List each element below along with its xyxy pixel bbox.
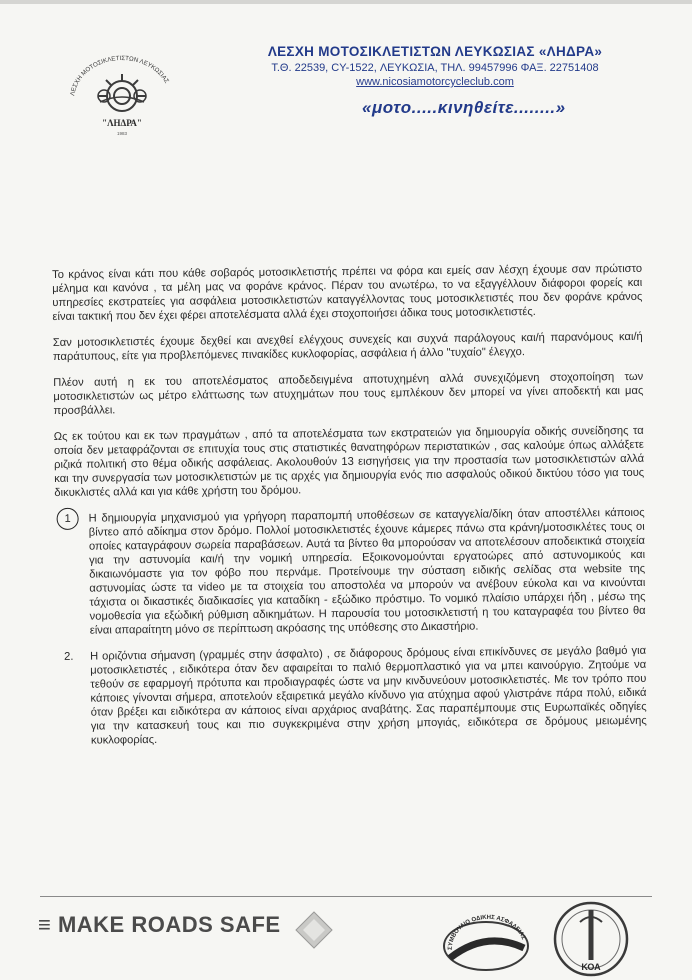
diamond-emblem-icon (294, 910, 334, 950)
make-roads-safe-logo: ≡ MAKE ROADS SAFE (38, 912, 281, 937)
paragraph: Το κράνος είναι κάτι που κάθε σοβαρός μοτοσικλετιστής πρέπει να φόρα και εμείς σαν λέσχη έχουμε σαν πρώτιστο μέλημα και κανόνα , τα μέλη μας να φοράνε κράνος. Πέραν του ανωτέρω, το να εξαγγέλλουν διάφοροι φορείς και υπηρεσίες εκστρατείες για ασφάλεια μοτοσικλετιστών καταγγέλλοντας τους μοτοσικλετιστές που δεν φοράνε κράνος είναι τακτική που δεν έχει φέρει αποτελέσματα αλλά έχει στοχοποιήσει άδικα τους μοτοσικλετιστές. (52, 262, 643, 323)
scan-edge (0, 0, 692, 4)
letterhead (200, 44, 670, 88)
paragraph: Ως εκ τούτου και εκ των πραγμάτων , από τα αποτελέσματα των εκστρατειών για δημιουργία οδικής συνείδησης τα οποία δεν μεταφράζονται σε επιτυχία τους στις στατιστικές θανατηφόρων περιστατικών , σας καλούμε όπως αλλάξετε ριζικά πολιτική στο θέμα οδικής ασφάλειας. Ακολουθούν 13 εισηγήσεις για την προστασία των μοτοσικλετιστών αλλά και την συνεργασία των μοτοσικλετιστών με τις αρχές για δημιουργία ενός πιο ασφαλούς οδικού δικτύου τόσο για τους δικυκλιστές αλλά και για κάθε χρήστη του δρόμου. (53, 424, 645, 499)
logo-arc-text: ΛΕΣΧΗ ΜΟΤΟΣΙΚΛΕΤΙΣΤΩΝ ΛΕΥΚΩΣΙΑΣ (69, 54, 171, 97)
club-logo (52, 38, 192, 138)
list-item-text: Η δημιουργία μηχανισμού για γρήγορη παραπομπή υποθέσεων σε καταγγελία/δίκη όταν αποστέλλει κάποιος βίντεο από αδίκημα στον δρόμο. Πολλοί μοτοσικλετιστές έχουνε κάμερες πάνω στα κράνη/μοτοσικλέτες τους οι οποίες καταγράφουν σωρεία παραβάσεων. Αυτά τα βίντεο θα μπορούσαν να αποτελέσουν αποδεικτικά στοιχεία για την αστυνομία και/ή την νομική υπηρεσία. Εξοικονομούνται εργατοώρες από αστυνομικούς και δικαιωνόμαστε για τον φόβο που περνάμε. Προτείνουμε την σύσταση ειδικής σελίδας στα website της αστυνομίας ώστε τα video με τα στοιχεία του αποστολέα να μπορούν να ανέβουν εύκολα και να κινούνται τάχιστα οι δικαστικές διαδικασίες για καταδίκη - εξώδικο πρόστιμο. Το νομικό πλαίσιο υπάρχει ήδη , μέσω της νομοθεσία για εξώδική ρύθμιση αδικημάτων. Η παρουσία του μοτοσικλετιστή η του καταγραφέα του βίντεο θα είναι απαραίτητη μόνο σε περίπτωση ακρόασης της υπόθεσης στο Δικαστήριο. (88, 506, 646, 637)
club-motto: «μοτο.....κινηθείτε........» (362, 98, 566, 117)
list-item (55, 506, 646, 638)
logo-name: "ΛΗΔΡΑ" (102, 118, 142, 128)
list-number: 2. (64, 650, 74, 663)
koa-text: ΚΟΑ (581, 962, 601, 972)
koa-emblem (550, 898, 632, 980)
logo-year: 1983 (116, 131, 128, 136)
road-safety-council-seal (440, 906, 532, 972)
list-item-text: Η οριζόντια σήμανση (γραμμές στην άσφαλτο) , σε διάφορους δρόμους είναι επικίνδυνες σε μεγάλο βαθμό για μοτοσικλετιστές , ειδικότερα όταν δεν αφαιρείται το παλιό θερμοπλαστικό για να μπει καινούργιο. Ζητούμε να τεθούν σε εφαρμογή πρότυπα και προδιαγραφές ώστε να μην κινδυνεύουν μοτοσικλετιστές. Με τον τρόπο που κάποιες γίνονται σήμερα, αποτελούν εξαιρετικά μεγάλο κίνδυνο για ατύχημα αφού γλιστράνε πάρα πολύ, ειδικά όταν βρέξει και ειδικότερα αν κάποιος είναι αρχάριος αναβάτης. Σας παραπέμπουμε στις Ευρωπαϊκές οδηγίες για την κατασκευή τους και πιο συγκεκριμένα στην χρήση μπογιάς, ειδικότερα σε δρόμους μειωμένης κυκλοφορίας. (90, 644, 647, 747)
club-website-link[interactable]: www.nicosiamotorcycleclub.com (356, 76, 514, 88)
club-address: Τ.Θ. 22539, CY-1522, ΛΕΥΚΩΣΙΑ, ΤΗΛ. 99457996 ΦΑΞ. 22751408 (271, 62, 599, 74)
paragraph: Πλέον αυτή η εκ του αποτελέσματος αποδεδειγμένα αποτυχημένη αλλά συνεχιζόμενη στοχοποίηση των μοτοσικλετιστών ως μέτρο ελάττωσης των ατυχημάτων που τους εμπλέκουν δεν μπορεί να γίνει αποδεκτή και μας προσβάλλει. (53, 370, 644, 417)
list-item (56, 644, 647, 748)
list-number-circled: 1 (57, 508, 79, 530)
seal-text: ΣΥΜΒΟΥΛΙΟ ΟΔΙΚΗΣ ΑΣΦΑΛΕΙΑΣ (447, 914, 527, 951)
svg-text:ΛΕΣΧΗ ΜΟΤΟΣΙΚΛΕΤΙΣΤΩΝ ΛΕΥΚΩΣΙΑ (69, 55, 170, 96)
club-title: ΛΕΣΧΗ ΜΟΤΟΣΙΚΛΕΤΙΣΤΩΝ ΛΕΥΚΩΣΙΑΣ «ΛΗΔΡΑ» (267, 44, 603, 59)
letter-body (52, 262, 647, 760)
paragraph: Σαν μοτοσικλετιστές έχουμε δεχθεί και ανεχθεί ελέγχους συνεχείς και συχνά παράλογους και/ή παρανόμους και/ή παράτυπους, είτε για προβλεπόμενες πινακίδες κυκλοφορίας, ασφάλεια ή άλλο "τυχαίο" έλεγχο. (52, 330, 643, 363)
footer-divider (40, 896, 652, 897)
